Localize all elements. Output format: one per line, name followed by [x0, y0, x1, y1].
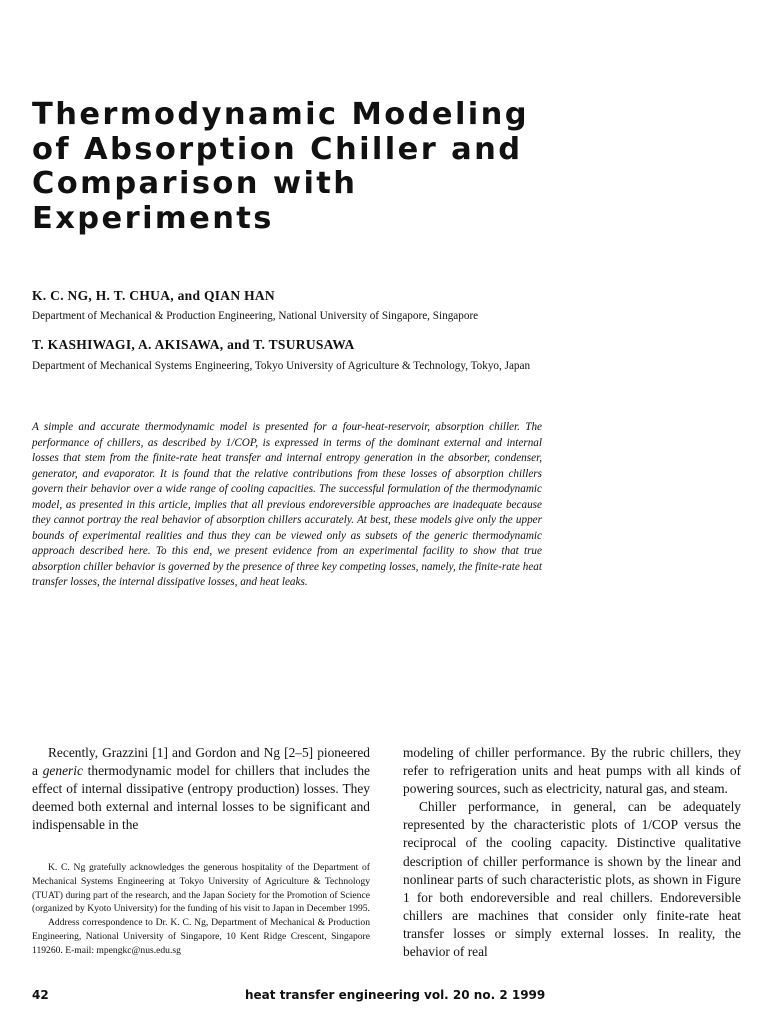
journal-volume: vol. 20 no. 2 1999 [424, 988, 546, 1002]
affiliation-2: Department of Mechanical Systems Engineering, Tokyo University of Agriculture & Technology, Tokyo, Japan [32, 360, 531, 372]
body-text: Recently, Grazzini [1] and Gordon and Ng [2–5] pioneered a [32, 745, 370, 779]
title-line: Experiments [32, 200, 274, 236]
body-text: thermodynamic model for chillers that includes the effect of internal dissipative (entropy production) losses. They deemed both external and internal losses to be significant and indispensable in the [32, 763, 370, 833]
body-column-right [403, 744, 741, 961]
title-line: of Absorption Chiller and [32, 131, 523, 167]
journal-name: heat transfer engineering [245, 988, 420, 1002]
emphasis-generic: generic [42, 763, 83, 779]
affiliation-1: Department of Mechanical & Production Engineering, National University of Singapore, Singapore [32, 310, 479, 322]
abstract: A simple and accurate thermodynamic model is presented for a four-heat-reservoir, absorption chiller. The performance of chillers, as described by 1/COP, is expressed in terms of the dominant external and internal losses that stem from the finite-rate heat transfer and internal entropy generation in the absorber, condenser, generator, and evaporator. It is found that the relative contributions from these losses of absorption chillers govern their behavior over a wide range of cooling capacities. The successful formulation of the thermodynamic model, as presented in this article, implies that all previous endoreversible approaches are inadequate because they cannot portray the real behavior of absorption chillers accurately. At best, these models give only the upper bounds of experimental realities and thus they can be viewed only as subsets of the generic thermodynamic approach described here. To this end, we present evidence from an experimental facility to show that true absorption chiller behavior is governed by the presence of three key competing losses, namely, the finite-rate heat transfer losses, the internal dissipative losses, and heat leaks. [32, 421, 542, 588]
author-list-1: K. C. NG, H. T. CHUA, and QIAN HAN [32, 288, 275, 303]
page-number: 42 [32, 988, 49, 1002]
title-line: Comparison with [32, 166, 358, 201]
footnotes [32, 861, 370, 958]
footnote-acknowledgment: K. C. Ng gratefully acknowledges the generous hospitality of the Department of Mechanical Systems Engineering at Tokyo University of Agriculture & Technology (TUAT) during part of the research, and the Japan Society for the Promotion of Science (organized by Kyoto University) for the funding of his visit to Japan in December 1995. [32, 862, 370, 915]
body-paragraph [32, 744, 370, 834]
title-line: Thermodynamic Modeling [32, 97, 530, 132]
footnote-correspondence: Address correspondence to Dr. K. C. Ng, Department of Mechanical & Production Engineering, National University of Singapore, 10 Kent Ridge Crescent, Singapore 119260. E-mail: mpengkc@nus.edu.sg [32, 917, 370, 956]
body-paragraph: Chiller performance, in general, can be adequately represented by the characteristic plots of 1/COP versus the reciprocal of the cooling capacity. Distinctive qualitative description of chiller performance is shown by the linear and nonlinear parts of such characteristic plots, as shown in Figure 1 for both endoreversible and real chillers. Endoreversible chillers are machines that consider only finite-rate heat transfer losses or simply external losses. In reality, the behavior of real [403, 799, 741, 960]
article-title [32, 98, 652, 236]
body-paragraph: modeling of chiller performance. By the rubric chillers, they refer to refrigeration units and heat pumps with all kinds of powering sources, such as electricity, natural gas, and steam. [403, 745, 741, 797]
body-column-left [32, 744, 370, 834]
author-list-2: T. KASHIWAGI, A. AKISAWA, and T. TSURUSAWA [32, 337, 355, 352]
